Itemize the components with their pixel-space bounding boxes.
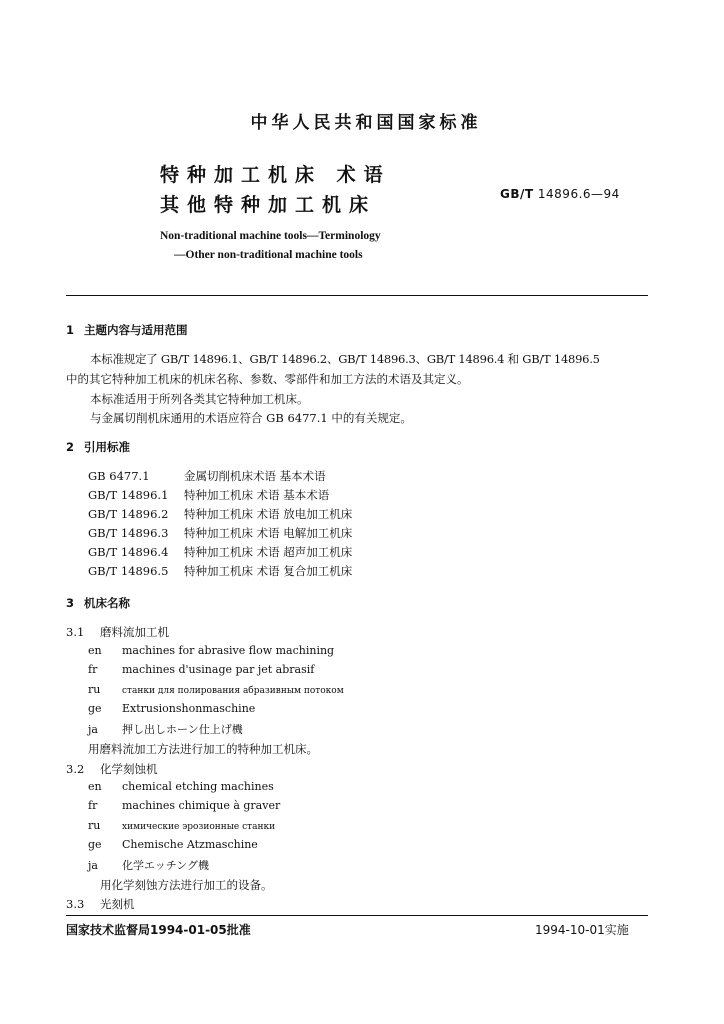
section-1-paragraph-1-line-2: 中的其它特种加工机床的机床名称、参数、零部件和加工方法的术语及其定义。 bbox=[66, 372, 469, 386]
language-code: ja bbox=[88, 723, 98, 736]
language-code: ru bbox=[88, 683, 101, 696]
reference-row bbox=[88, 487, 329, 503]
standard-code bbox=[500, 187, 620, 201]
approval-date: 国家技术监督局1994-01-05批准 bbox=[66, 923, 251, 937]
section-number: 2 bbox=[66, 440, 75, 454]
section-3-heading bbox=[66, 595, 130, 611]
term-definition: 用化学刻蚀方法进行加工的设备。 bbox=[100, 878, 273, 892]
term-text: Extrusionshonmaschine bbox=[122, 702, 256, 715]
term-entry bbox=[88, 644, 334, 657]
standard-prefix: GB/T bbox=[500, 187, 534, 201]
term-text: machines chimique à graver bbox=[122, 799, 281, 812]
section-title: 机床名称 bbox=[84, 596, 130, 610]
term-text: Chemische Atzmaschine bbox=[122, 838, 258, 851]
term-text: химические эрозионные станки bbox=[122, 822, 276, 832]
term-text: 化学エッチング機 bbox=[122, 859, 210, 872]
reference-row bbox=[88, 563, 352, 579]
reference-row bbox=[88, 506, 352, 522]
subsection-number: 3.1 bbox=[66, 625, 85, 639]
language-code: ru bbox=[88, 819, 101, 832]
language-code: fr bbox=[88, 663, 98, 676]
implementation-date: 1994-10-01实施 bbox=[535, 923, 629, 937]
term-text: machines for abrasive flow machining bbox=[122, 644, 335, 657]
term-entry bbox=[88, 780, 274, 793]
subsection-number: 3.3 bbox=[66, 897, 85, 911]
standard-number: 14896.6—94 bbox=[537, 187, 620, 201]
reference-row bbox=[88, 544, 352, 560]
term-entry bbox=[88, 819, 275, 832]
language-code: en bbox=[88, 644, 102, 657]
language-code: fr bbox=[88, 799, 98, 812]
subsection-3-1-heading bbox=[66, 624, 169, 640]
reference-code: GB/T 14896.4 bbox=[88, 545, 169, 559]
language-code: en bbox=[88, 780, 102, 793]
term-definition: 用磨料流加工方法进行加工的特种加工机床。 bbox=[88, 742, 318, 756]
header-divider bbox=[66, 295, 648, 296]
reference-row bbox=[88, 468, 326, 484]
term-text: machines d'usinage par jet abrasif bbox=[122, 663, 315, 676]
reference-title: 特种加工机床 术语 复合加工机床 bbox=[184, 564, 353, 578]
reference-code: GB/T 14896.5 bbox=[88, 564, 169, 578]
subsection-title: 磨料流加工机 bbox=[100, 625, 169, 639]
language-code: ge bbox=[88, 702, 102, 715]
term-entry bbox=[88, 721, 243, 737]
reference-code: GB/T 14896.1 bbox=[88, 488, 169, 502]
term-entry bbox=[88, 799, 280, 812]
term-text: chemical etching machines bbox=[122, 780, 274, 793]
english-title-line-1: Non-traditional machine tools—Terminology bbox=[160, 230, 381, 242]
subsection-number: 3.2 bbox=[66, 762, 85, 776]
term-text: 押し出しホーン仕上げ機 bbox=[122, 723, 243, 736]
term-entry bbox=[88, 838, 258, 851]
subsection-3-3-heading bbox=[66, 896, 135, 912]
section-title: 主题内容与适用范围 bbox=[84, 323, 188, 337]
reference-title: 金属切削机床术语 基本术语 bbox=[184, 469, 326, 483]
reference-code: GB/T 14896.3 bbox=[88, 526, 169, 540]
subsection-3-2-heading bbox=[66, 761, 158, 777]
subsection-title: 化学刻蚀机 bbox=[100, 762, 158, 776]
section-2-heading bbox=[66, 439, 130, 455]
reference-row bbox=[88, 525, 352, 541]
section-1-paragraph-1-line-1: 本标准规定了 GB/T 14896.1、GB/T 14896.2、GB/T 14896.3、GB/T 14896.4 和 GB/T 14896.5 bbox=[90, 352, 600, 366]
section-1-paragraph-2: 本标准适用于所列各类其它特种加工机床。 bbox=[90, 392, 309, 406]
section-number: 1 bbox=[66, 323, 75, 337]
language-code: ja bbox=[88, 859, 98, 872]
reference-code: GB 6477.1 bbox=[88, 469, 150, 483]
reference-title: 特种加工机床 术语 超声加工机床 bbox=[184, 545, 353, 559]
reference-title: 特种加工机床 术语 基本术语 bbox=[184, 488, 330, 502]
term-entry bbox=[88, 702, 255, 715]
term-entry bbox=[88, 857, 209, 873]
title-line-1: 特种加工机床 术语 bbox=[160, 164, 391, 186]
reference-title: 特种加工机床 术语 放电加工机床 bbox=[184, 507, 353, 521]
term-text: станки для полирования абразивным потоком bbox=[122, 686, 344, 696]
english-title-line-2: —Other non-traditional machine tools bbox=[174, 249, 363, 261]
title-line-2: 其他特种加工机床 bbox=[160, 194, 377, 216]
section-1-paragraph-3: 与金属切削机床通用的术语应符合 GB 6477.1 中的有关规定。 bbox=[90, 411, 412, 425]
term-entry bbox=[88, 683, 344, 696]
footer-divider bbox=[66, 915, 648, 916]
term-entry bbox=[88, 663, 314, 676]
section-number: 3 bbox=[66, 596, 75, 610]
subsection-title: 光刻机 bbox=[100, 897, 135, 911]
reference-code: GB/T 14896.2 bbox=[88, 507, 169, 521]
section-title: 引用标准 bbox=[84, 440, 130, 454]
section-1-heading bbox=[66, 322, 188, 338]
language-code: ge bbox=[88, 838, 102, 851]
reference-title: 特种加工机床 术语 电解加工机床 bbox=[184, 526, 353, 540]
issuing-body-header: 中华人民共和国国家标准 bbox=[250, 113, 482, 133]
